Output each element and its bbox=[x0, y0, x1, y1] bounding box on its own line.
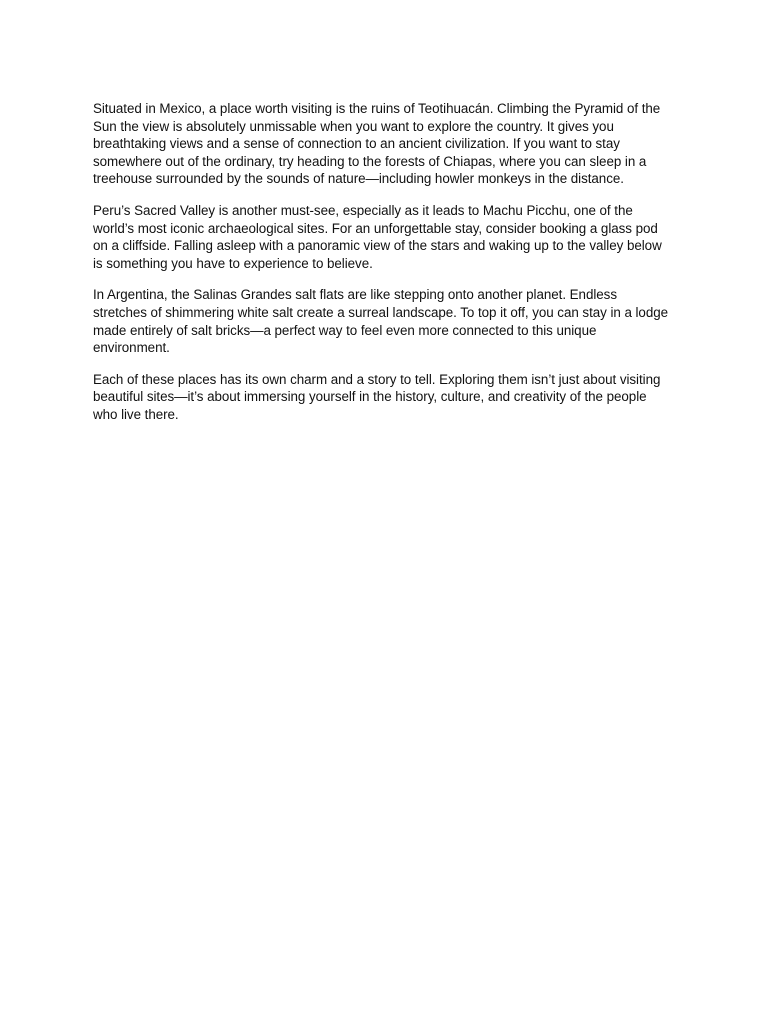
paragraph-argentina: In Argentina, the Salinas Grandes salt flats are like stepping onto another planet. Endless stretches of shimmering white salt create a surreal landscape. To top it off, you can stay in a lodge made entirely of salt bricks—a perfect way to feel even more connected to this unique environment. bbox=[93, 287, 669, 356]
paragraph-mexico: Situated in Mexico, a place worth visiting is the ruins of Teotihuacán. Climbing the Pyramid of the Sun the view is absolutely unmissable when you want to explore the country. It gives you breathtaking views and a sense of connection to an ancient civilization. If you want to stay somewhere out of the ordinary, try heading to the forests of Chiapas, where you can sleep in a treehouse surrounded by the sounds of nature—including howler monkeys in the distance. bbox=[93, 101, 661, 187]
document-body bbox=[93, 100, 673, 438]
paragraph-conclusion: Each of these places has its own charm and a story to tell. Exploring them isn’t just about visiting beautiful sites—it’s about immersing yourself in the history, culture, and creativity of the people who live there. bbox=[93, 371, 661, 422]
paragraph-peru: Peru’s Sacred Valley is another must-see, especially as it leads to Machu Picchu, one of the world’s most iconic archaeological sites. For an unforgettable stay, consider booking a glass pod on a cliffside. Falling asleep with a panoramic view of the stars and waking up to the valley below is something you have to experience to believe. bbox=[93, 202, 662, 271]
